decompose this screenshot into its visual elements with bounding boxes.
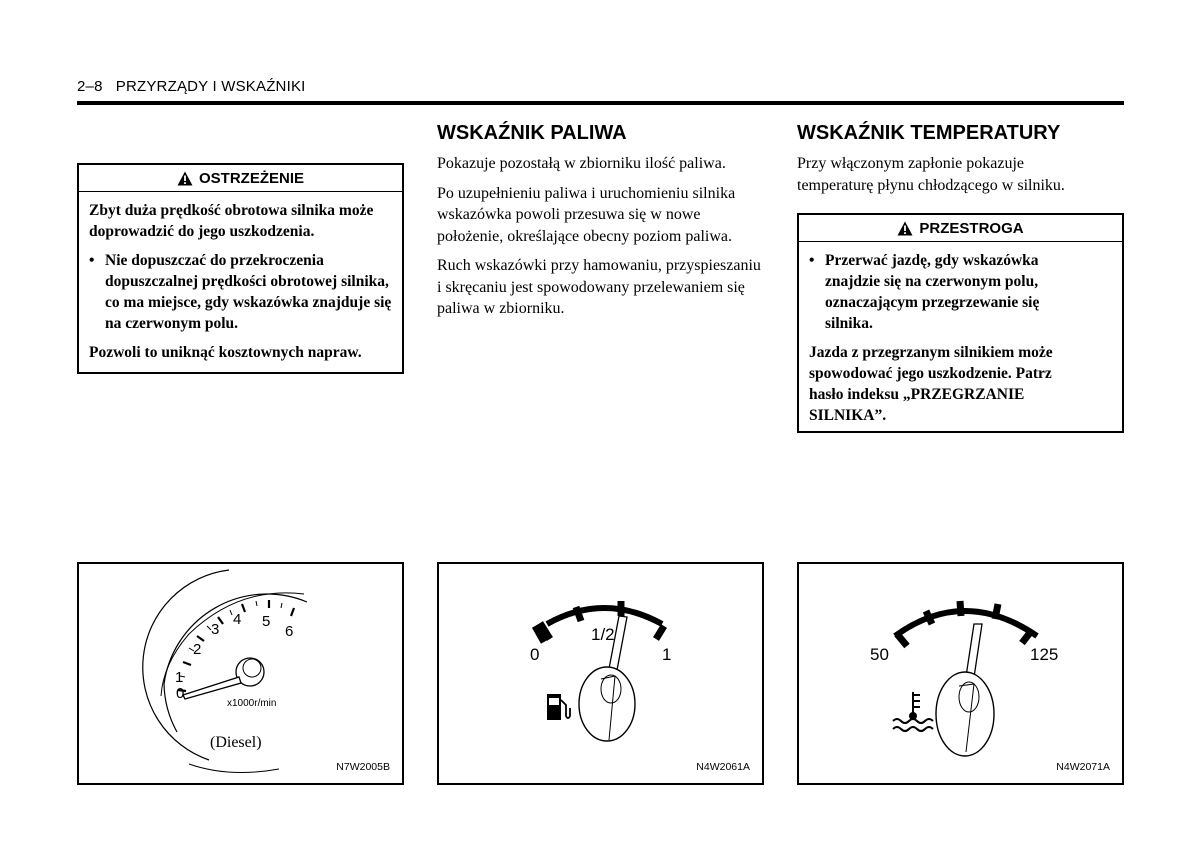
section-title: PRZYRZĄDY I WSKAŹNIKI xyxy=(115,78,306,95)
fuel-pump-icon xyxy=(547,694,570,720)
temp-label-cold: 50 xyxy=(870,645,889,664)
header-rule xyxy=(77,101,1124,105)
warning-icon xyxy=(177,171,193,186)
temp-heading: WSKAŹNIK TEMPERATURY xyxy=(797,122,1061,144)
temp-paragraph: Przy włączonym zapłonie pokazuje temperaturę płynu chłodzącego w silniku. xyxy=(797,155,1065,194)
temp-section xyxy=(797,122,1127,204)
fuel-heading: WSKAŹNIK PALIWA xyxy=(437,122,627,144)
tacho-label-4: 4 xyxy=(233,611,242,628)
bullet-dot: • xyxy=(809,252,815,269)
page-number: 2–8 xyxy=(77,78,103,95)
figure-code: N4W2071A xyxy=(1056,761,1110,773)
caution-bullet-text: Przerwać jazdę, gdy wskazówka znajdzie się na czerwonym polu, oznaczającym przegrzewanie się silnika. xyxy=(825,252,1040,332)
temp-gauge-drawing xyxy=(799,564,1122,783)
caution-title: PRZESTROGA xyxy=(919,219,1024,237)
figure-code: N4W2061A xyxy=(696,761,750,773)
fuel-gauge-drawing xyxy=(439,564,762,783)
tacho-label-6: 6 xyxy=(285,623,294,640)
warning-intro: Zbyt duża prędkość obrotowa silnika może doprowadzić do jego uszkodzenia. xyxy=(89,202,374,240)
fuel-label-half: 1/2 xyxy=(591,625,615,644)
fuel-section xyxy=(437,122,767,328)
warning-title: OSTRZEŻENIE xyxy=(198,169,304,187)
fuel-label-empty: 0 xyxy=(530,645,540,664)
fuel-gauge-figure xyxy=(437,562,764,785)
tachometer-figure xyxy=(77,562,404,785)
coolant-temperature-icon xyxy=(893,692,933,731)
bullet-dot: • xyxy=(89,252,95,269)
fuel-paragraph-2: Po uzupełnieniu paliwa i uruchomieniu silnika wskazówka powoli przesuwa się w nowe położenie, określające obecny poziom paliwa. xyxy=(437,184,736,245)
warning-header xyxy=(79,165,402,192)
temp-gauge-figure xyxy=(797,562,1124,785)
tacho-label-5: 5 xyxy=(262,613,271,630)
fuel-paragraph-3: Ruch wskazówki przy hamowaniu, przyspieszaniu i skręcaniu jest spowodowany przelewaniem się paliwa w zbiorniku. xyxy=(437,257,761,317)
caution-bullet xyxy=(809,250,1082,334)
warning-box xyxy=(77,163,404,374)
tacho-label-3: 3 xyxy=(211,621,220,638)
fuel-paragraph-1: Pokazuje pozostałą w zbiorniku ilość paliwa. xyxy=(437,155,726,172)
tacho-label-1: 1 xyxy=(175,669,184,686)
tacho-label-0: 0 xyxy=(176,685,185,702)
caution-outro: Jazda z przegrzanym silnikiem może spowodować jego uszkodzenie. Patrz hasło indeksu „PRZEGRZANIE SILNIKA”. xyxy=(809,344,1053,424)
tacho-unit: x1000r/min xyxy=(227,698,277,709)
tachometer-drawing xyxy=(79,564,402,783)
caution-header xyxy=(799,215,1122,242)
running-header xyxy=(77,78,306,95)
temp-label-hot: 125 xyxy=(1030,645,1059,664)
tacho-caption: (Diesel) xyxy=(210,734,262,751)
warning-bullet-text: Nie dopuszczać do przekroczenia dopuszczalnej prędkości obrotowej silnika, co ma miejsce, gdy wskazówka znajduje się na czerwonym polu. xyxy=(105,252,392,332)
caution-box xyxy=(797,213,1124,433)
figure-code: N7W2005B xyxy=(336,761,390,773)
warning-icon xyxy=(897,221,913,236)
warning-outro: Pozwoli to uniknąć kosztownych napraw. xyxy=(89,344,362,361)
warning-bullet xyxy=(89,250,392,334)
tacho-label-2: 2 xyxy=(193,641,202,658)
fuel-label-full: 1 xyxy=(662,645,672,664)
